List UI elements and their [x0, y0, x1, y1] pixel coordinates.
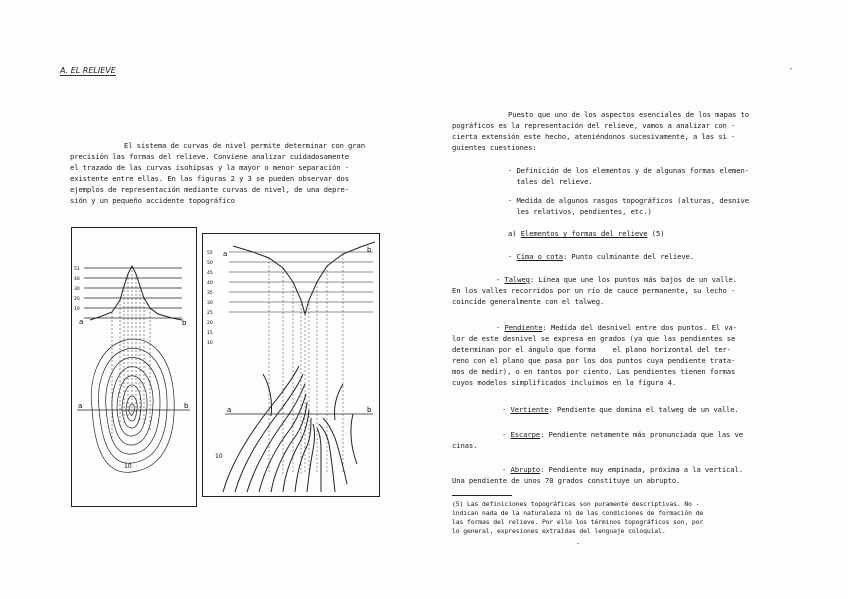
footnote-rule — [452, 495, 512, 496]
section-a-label: a — [78, 402, 83, 410]
text-line: - Medida de algunos rasgos topográficos (alturas, desnive — [508, 196, 749, 205]
text-line: El sistema de curvas de nivel permite determinar con gran — [124, 141, 365, 150]
footnote-line: las formas del relieve. Por ello los términos topográficos son, por — [452, 518, 704, 526]
point-b-label: b — [182, 319, 187, 327]
text-line: precisión las formas del relieve. Conviene analizar cuidadosamente — [70, 152, 349, 161]
definition-cima: - Cima o cota: Punto culminante del relieve. — [508, 252, 695, 261]
elevation-tick: 51 — [74, 267, 80, 272]
figure-hill-contours — [71, 227, 197, 507]
bottom-mark: - — [576, 539, 581, 548]
text-line: el trazado de las curvas isohipsas y la mayor o menor separación - — [70, 163, 349, 172]
elevation-tick: 10 — [207, 341, 213, 346]
elevation-tick: 35 — [207, 291, 213, 296]
elevation-tick: 55 — [207, 251, 213, 256]
text-line: existente entre ellas. En las figuras 2 y 3 se pueden observar dos — [70, 174, 349, 183]
text-line: sión y un pequeño accidente topográfico — [70, 196, 235, 205]
section-heading: A. EL RELIEVE — [60, 66, 116, 75]
elevation-tick: 30 — [74, 287, 80, 292]
footnote-line: indican nada de la naturaleza ni de las condiciones de formación de — [452, 509, 704, 517]
text-line: Una pendiente de unos 70 grados constituye un abrupto. — [452, 476, 681, 485]
section-b-label: b — [367, 406, 372, 414]
contour-label: 10 — [124, 463, 132, 470]
text-line: - Abrupto: Pendiente muy empinada, próxima a la vertical. — [502, 465, 743, 474]
elevation-tick: 50 — [207, 261, 213, 266]
elevation-tick: 25 — [207, 311, 213, 316]
elevation-tick: 40 — [207, 281, 213, 286]
footnote-line: lo general, expresiones extraídas del lenguaje coloquial. — [452, 527, 666, 535]
text-line: lor de este desnivel se expresa en grados (ya que las pendientes se — [452, 334, 736, 343]
text-line: tales del relieve. — [508, 177, 593, 186]
text-line: - Definición de los elementos y de algunas formas elemen- — [508, 166, 749, 175]
elevation-tick: 10 — [74, 307, 80, 312]
text-line: pográficos es la representación del relieve, vamos a analizar con - — [452, 121, 736, 130]
text-line: cierta extensión este hecho, ateniéndonos sucesivamente, a las si - — [452, 132, 736, 141]
point-b-label: b — [367, 246, 372, 254]
text-line: mos de medir), o en tantos por ciento. Las pendientes tienen formas — [452, 367, 736, 376]
elevation-tick: 30 — [207, 301, 213, 306]
elevation-tick: 15 — [207, 331, 213, 336]
text-line: guientes cuestiones: — [452, 143, 537, 152]
footnote-line: (5) Las definiciones topográficas son puramente descriptivas. No - — [452, 500, 700, 508]
definition-vertiente: - Vertiente: Pendiente que domina el talweg de un valle. — [502, 405, 739, 414]
section-b-label: b — [184, 402, 189, 410]
figure-depression-contours — [202, 233, 380, 497]
text-line: En los valles recorridos por un río de cauce permanente, su lecho - — [452, 286, 736, 295]
text-line: Puesto que uno de los aspectos esenciales de los mapas to — [508, 110, 749, 119]
text-line: - Talweg: Línea que une los puntos más bajos de un valle. — [496, 275, 737, 284]
text-line: - Escarpe: Pendiente netamente más pronunciada que las ve — [502, 430, 743, 439]
section-heading-elementos: a) Elementos y formas del relieve (5) — [508, 229, 665, 238]
point-a-label: a — [223, 250, 228, 258]
text-line: les relativos, pendientes, etc.) — [508, 207, 652, 216]
text-line: cinas. — [452, 441, 478, 450]
point-a-label: a — [79, 318, 84, 326]
text-line: reno con el plano que pasa por los dos puntos cuya pendiente trata- — [452, 356, 736, 365]
text-line: ejemplos de representación mediante curvas de nivel, de una depre- — [70, 185, 349, 194]
section-a-label: a — [227, 406, 232, 414]
corner-mark: - — [789, 64, 794, 73]
text-line: coincide generalmente con el talweg. — [452, 297, 605, 306]
contour-label: 10 — [215, 453, 223, 460]
elevation-tick: 45 — [207, 271, 213, 276]
text-line: cuyos modelos simplificados incluimos en la figura 4. — [452, 378, 677, 387]
elevation-tick: 20 — [74, 297, 80, 302]
elevation-tick: 20 — [207, 321, 213, 326]
text-line: determinan por el ángulo que forma el plano horizontal del ter- — [452, 345, 731, 354]
text-line: - Pendiente: Medida del desnivel entre dos puntos. El va- — [496, 323, 737, 332]
elevation-tick: 40 — [74, 277, 80, 282]
